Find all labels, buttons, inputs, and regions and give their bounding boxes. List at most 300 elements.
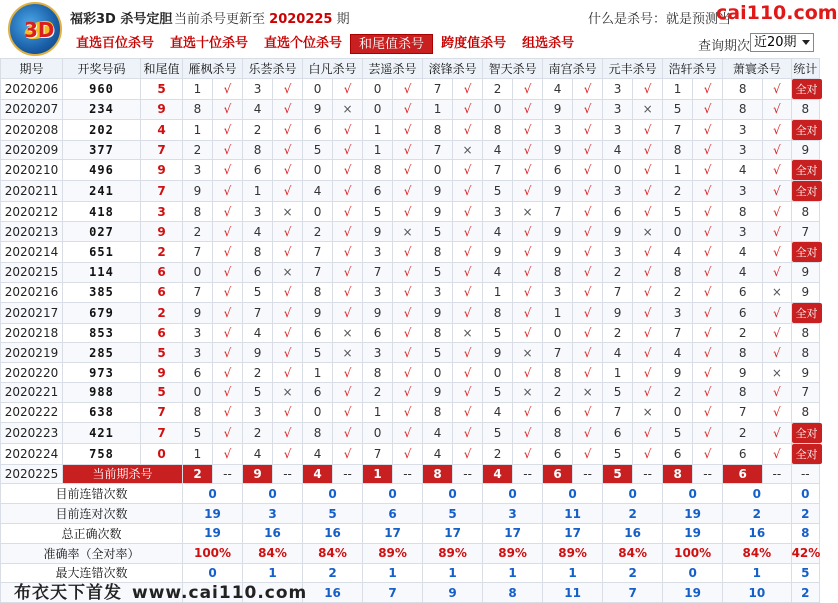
tab-span-kill[interactable]: 跨度值杀号 (441, 36, 507, 51)
table-row (1, 422, 820, 443)
kill-number-cell: 5 (483, 422, 513, 443)
cross-icon: × (763, 282, 791, 302)
check-icon: √ (693, 443, 723, 464)
check-icon: √ (763, 99, 791, 119)
stats-value: 17 (423, 523, 483, 543)
sum-tail-cell: 4 (141, 119, 183, 140)
check-icon: √ (273, 222, 303, 242)
stats-value: 84% (303, 543, 363, 563)
check-icon: √ (393, 302, 423, 323)
kill-number-cell: 4 (723, 262, 763, 282)
kill-number-cell: 8 (423, 241, 453, 262)
check-icon: √ (213, 382, 243, 402)
stats-row (1, 523, 820, 543)
column-header: 萧寰杀号 (723, 59, 791, 79)
period-cell: 2020210 (1, 160, 63, 181)
period-cell: 2020206 (1, 78, 63, 99)
check-icon: √ (393, 160, 423, 181)
check-icon: √ (393, 443, 423, 464)
stat-cell: 9 (791, 282, 819, 302)
check-icon: √ (393, 262, 423, 282)
check-icon: √ (633, 302, 663, 323)
stats-value: 100% (183, 543, 243, 563)
check-icon: √ (693, 363, 723, 383)
table-row (1, 262, 820, 282)
check-icon: √ (693, 262, 723, 282)
kill-number-cell: 3 (603, 78, 633, 99)
kill-number-cell: 5 (303, 343, 333, 363)
stats-value: 2 (723, 504, 791, 524)
kill-number-cell: 2 (543, 382, 573, 402)
stat-cell: 7 (791, 382, 819, 402)
kill-number-cell: 1 (663, 78, 693, 99)
kill-number-cell: 4 (483, 262, 513, 282)
column-header: 元丰杀号 (603, 59, 663, 79)
tab-sum-tail-kill[interactable]: 和尾值杀号 (350, 34, 433, 54)
table-row (1, 443, 820, 464)
current-kill-number: 6 (543, 464, 573, 484)
kill-number-cell: 0 (603, 160, 633, 181)
kill-number-cell: 1 (363, 402, 393, 422)
kill-number-cell: 6 (363, 181, 393, 202)
stats-value: 2 (791, 504, 819, 524)
tab-hundreds-kill[interactable]: 直选百位杀号 (76, 36, 155, 51)
kill-number-cell: 5 (603, 443, 633, 464)
table-row (1, 119, 820, 140)
current-kill-number: 2 (183, 464, 213, 484)
placeholder-dash: -- (693, 464, 723, 484)
kill-number-cell: 9 (543, 241, 573, 262)
check-icon: √ (513, 181, 543, 202)
site-logo-text: cai110.com (716, 2, 838, 24)
sum-tail-cell: 5 (141, 78, 183, 99)
check-icon: √ (453, 402, 483, 422)
stats-value: 16 (723, 523, 791, 543)
period-cell: 2020224 (1, 443, 63, 464)
stats-value: 1 (543, 563, 603, 583)
kill-number-cell: 2 (603, 323, 633, 343)
check-icon: √ (633, 363, 663, 383)
stats-row (1, 484, 820, 504)
winning-number-cell: 421 (63, 422, 141, 443)
stat-cell: 8 (791, 343, 819, 363)
stats-value: 3 (483, 504, 543, 524)
sum-tail-cell: 2 (141, 302, 183, 323)
stats-value: 0 (791, 484, 819, 504)
stats-value: 89% (363, 543, 423, 563)
check-icon: √ (393, 323, 423, 343)
check-icon: √ (453, 222, 483, 242)
kill-number-cell: 3 (363, 343, 393, 363)
check-icon: √ (693, 302, 723, 323)
stats-value: 10 (723, 583, 791, 603)
kill-number-cell: 8 (543, 363, 573, 383)
current-kill-label: 当前期杀号 (63, 464, 183, 484)
check-icon: √ (693, 402, 723, 422)
stats-value: 1 (243, 563, 303, 583)
sum-tail-cell: 9 (141, 222, 183, 242)
kill-number-cell: 4 (423, 443, 453, 464)
check-icon: √ (573, 241, 603, 262)
check-icon: √ (763, 422, 791, 443)
check-icon: √ (273, 402, 303, 422)
check-icon: √ (333, 241, 363, 262)
all-correct-badge: 全对 (792, 160, 822, 180)
current-kill-number: 5 (603, 464, 633, 484)
kill-number-cell: 3 (183, 160, 213, 181)
current-kill-number: 4 (483, 464, 513, 484)
kill-number-cell: 1 (543, 302, 573, 323)
check-icon: √ (573, 160, 603, 181)
kill-number-cell: 6 (303, 119, 333, 140)
period-cell: 2020213 (1, 222, 63, 242)
kill-number-cell: 4 (423, 422, 453, 443)
stats-value: 0 (243, 484, 303, 504)
stats-value: 1 (363, 563, 423, 583)
kill-number-cell: 8 (663, 262, 693, 282)
kill-number-cell: 1 (363, 119, 393, 140)
kill-number-cell: 5 (243, 382, 273, 402)
stat-cell (791, 443, 819, 464)
placeholder-dash: -- (763, 464, 791, 484)
kill-number-cell: 0 (423, 363, 453, 383)
kill-number-cell: 3 (723, 222, 763, 242)
kill-number-cell: 7 (723, 402, 763, 422)
kill-number-cell: 4 (603, 343, 633, 363)
table-row (1, 302, 820, 323)
cross-icon: × (333, 343, 363, 363)
stats-value: 42% (791, 543, 819, 563)
check-icon: √ (693, 160, 723, 181)
all-correct-badge: 全对 (792, 120, 822, 140)
kill-number-cell: 3 (423, 282, 453, 302)
stats-value: 84% (603, 543, 663, 563)
kill-number-cell: 3 (483, 202, 513, 222)
kill-number-cell: 0 (423, 160, 453, 181)
kill-number-cell: 1 (363, 140, 393, 160)
check-icon: √ (213, 443, 243, 464)
check-icon: √ (393, 181, 423, 202)
check-icon: √ (693, 241, 723, 262)
cross-icon: × (513, 382, 543, 402)
check-icon: √ (573, 402, 603, 422)
stats-value: 0 (663, 484, 723, 504)
kill-number-cell: 3 (603, 99, 633, 119)
kill-number-cell: 8 (183, 402, 213, 422)
cross-icon: × (453, 323, 483, 343)
check-icon: √ (393, 282, 423, 302)
check-icon: √ (693, 222, 723, 242)
stat-cell (791, 302, 819, 323)
winning-number-cell: 638 (63, 402, 141, 422)
winning-number-cell: 758 (63, 443, 141, 464)
stats-value: 2 (791, 583, 819, 603)
kill-number-cell: 2 (183, 222, 213, 242)
period-cell: 2020221 (1, 382, 63, 402)
check-icon: √ (213, 343, 243, 363)
kill-number-cell: 7 (363, 443, 393, 464)
stats-value: 19 (183, 523, 243, 543)
period-cell: 2020211 (1, 181, 63, 202)
check-icon: √ (453, 119, 483, 140)
check-icon: √ (693, 422, 723, 443)
check-icon: √ (573, 222, 603, 242)
kill-number-cell: 7 (663, 119, 693, 140)
kill-number-cell: 4 (723, 160, 763, 181)
check-icon: √ (273, 343, 303, 363)
stats-value: 16 (603, 523, 663, 543)
check-icon: √ (573, 140, 603, 160)
all-correct-badge: 全对 (792, 423, 822, 443)
stats-label: 总正确次数 (1, 523, 183, 543)
stat-cell: 8 (791, 402, 819, 422)
kill-number-cell: 4 (663, 343, 693, 363)
stats-value: 5 (423, 504, 483, 524)
what-is-link[interactable]: 什么是杀号：就是预测当 (588, 12, 732, 27)
check-icon: √ (633, 262, 663, 282)
stats-value: 8 (791, 523, 819, 543)
check-icon: √ (513, 99, 543, 119)
stats-value: 16 (303, 523, 363, 543)
stat-cell (791, 119, 819, 140)
sum-tail-cell: 6 (141, 323, 183, 343)
check-icon: √ (273, 363, 303, 383)
sum-tail-cell: 7 (141, 181, 183, 202)
check-icon: √ (453, 181, 483, 202)
kill-number-cell: 9 (603, 302, 633, 323)
winning-number-cell: 988 (63, 382, 141, 402)
kill-number-cell: 2 (663, 382, 693, 402)
table-row (1, 382, 820, 402)
kill-number-cell: 4 (483, 222, 513, 242)
stats-value: 0 (183, 484, 243, 504)
table-header (1, 59, 820, 79)
stat-cell (791, 422, 819, 443)
check-icon: √ (573, 202, 603, 222)
kill-number-cell: 9 (483, 343, 513, 363)
stats-label: 最大连错次数 (1, 563, 183, 583)
check-icon: √ (333, 202, 363, 222)
placeholder-dash: -- (791, 464, 819, 484)
column-header: 乐荟杀号 (243, 59, 303, 79)
check-icon: √ (573, 443, 603, 464)
check-icon: √ (513, 302, 543, 323)
kill-number-cell: 5 (483, 382, 513, 402)
sum-tail-cell: 5 (141, 343, 183, 363)
check-icon: √ (693, 99, 723, 119)
placeholder-dash: -- (453, 464, 483, 484)
table-row (1, 363, 820, 383)
logo-3d-mark: 3D (24, 18, 55, 42)
check-icon: √ (763, 222, 791, 242)
stat-cell: 8 (791, 323, 819, 343)
period-cell: 2020215 (1, 262, 63, 282)
kill-number-cell: 5 (663, 202, 693, 222)
stat-cell: 9 (791, 140, 819, 160)
kill-number-cell: 9 (543, 181, 573, 202)
winning-number-cell: 027 (63, 222, 141, 242)
period-select-value: 近20期 (754, 35, 797, 50)
check-icon: √ (213, 222, 243, 242)
check-icon: √ (513, 262, 543, 282)
kill-number-cell: 6 (543, 402, 573, 422)
check-icon: √ (333, 443, 363, 464)
kill-number-cell: 8 (423, 402, 453, 422)
kill-number-cell: 6 (723, 443, 763, 464)
check-icon: √ (513, 323, 543, 343)
footer-banner (14, 578, 307, 603)
kill-number-cell: 0 (483, 363, 513, 383)
winning-number-cell: 234 (63, 99, 141, 119)
stats-value: 19 (183, 504, 243, 524)
cross-icon: × (453, 140, 483, 160)
column-header: 期号 (1, 59, 63, 79)
stats-value: 19 (663, 583, 723, 603)
kill-number-cell: 7 (303, 241, 333, 262)
stats-value: 3 (243, 504, 303, 524)
check-icon: √ (573, 363, 603, 383)
check-icon: √ (693, 323, 723, 343)
kill-number-cell: 7 (303, 262, 333, 282)
header-row (1, 59, 820, 79)
kill-number-cell: 3 (603, 119, 633, 140)
kill-number-cell: 8 (183, 99, 213, 119)
column-header: 统计 (791, 59, 819, 79)
stats-value: 19 (663, 504, 723, 524)
check-icon: √ (573, 119, 603, 140)
cross-icon: × (333, 99, 363, 119)
tab-units-kill[interactable]: 直选个位杀号 (264, 36, 343, 51)
check-icon: √ (393, 402, 423, 422)
check-icon: √ (513, 222, 543, 242)
kill-table (0, 58, 820, 603)
placeholder-dash: -- (513, 464, 543, 484)
kill-number-cell: 1 (423, 99, 453, 119)
tab-tens-kill[interactable]: 直选十位杀号 (170, 36, 249, 51)
kill-number-cell: 8 (543, 422, 573, 443)
sum-tail-cell: 6 (141, 282, 183, 302)
kill-number-cell: 1 (183, 443, 213, 464)
stats-value: 84% (243, 543, 303, 563)
check-icon: √ (453, 160, 483, 181)
kill-number-cell: 2 (723, 323, 763, 343)
winning-number-cell: 496 (63, 160, 141, 181)
current-kill-number: 8 (663, 464, 693, 484)
kill-number-cell: 8 (483, 119, 513, 140)
check-icon: √ (633, 160, 663, 181)
check-icon: √ (213, 262, 243, 282)
check-icon: √ (333, 363, 363, 383)
placeholder-dash: -- (273, 464, 303, 484)
kill-number-cell: 6 (243, 160, 273, 181)
kill-number-cell: 6 (243, 262, 273, 282)
tab-bar (68, 34, 582, 54)
kill-number-cell: 0 (303, 202, 333, 222)
kill-number-cell: 4 (483, 140, 513, 160)
period-cell: 2020212 (1, 202, 63, 222)
kill-number-cell: 2 (663, 282, 693, 302)
check-icon: √ (633, 78, 663, 99)
kill-number-cell: 3 (663, 302, 693, 323)
stats-value: 2 (303, 563, 363, 583)
stats-label: 准确率（全对率） (1, 543, 183, 563)
stats-row (1, 504, 820, 524)
kill-number-cell: 6 (363, 323, 393, 343)
placeholder-dash: -- (573, 464, 603, 484)
check-icon: √ (333, 181, 363, 202)
current-kill-number: 8 (423, 464, 453, 484)
sum-tail-cell: 2 (141, 241, 183, 262)
check-icon: √ (213, 140, 243, 160)
stat-cell (791, 160, 819, 181)
sum-tail-cell: 9 (141, 363, 183, 383)
kill-number-cell: 3 (183, 323, 213, 343)
kill-number-cell: 9 (363, 302, 393, 323)
kill-number-cell: 9 (303, 302, 333, 323)
stats-value: 7 (363, 583, 423, 603)
check-icon: √ (763, 140, 791, 160)
sum-tail-cell: 0 (141, 443, 183, 464)
period-cell: 2020218 (1, 323, 63, 343)
sum-tail-cell: 7 (141, 140, 183, 160)
check-icon: √ (453, 302, 483, 323)
kill-number-cell: 5 (423, 343, 453, 363)
check-icon: √ (393, 422, 423, 443)
check-icon: √ (213, 363, 243, 383)
check-icon: √ (633, 202, 663, 222)
check-icon: √ (763, 443, 791, 464)
winning-number-cell: 202 (63, 119, 141, 140)
kill-number-cell: 4 (663, 241, 693, 262)
column-header: 和尾值 (141, 59, 183, 79)
kill-number-cell: 5 (243, 282, 273, 302)
kill-number-cell: 8 (723, 343, 763, 363)
period-select[interactable] (750, 33, 814, 52)
stats-label: 目前连错次数 (1, 484, 183, 504)
winning-number-cell: 377 (63, 140, 141, 160)
kill-number-cell: 7 (183, 282, 213, 302)
check-icon: √ (393, 343, 423, 363)
table-row (1, 99, 820, 119)
stats-value: 1 (723, 563, 791, 583)
check-icon: √ (213, 323, 243, 343)
period-cell: 2020223 (1, 422, 63, 443)
stat-cell (791, 181, 819, 202)
tab-group-kill[interactable]: 组选杀号 (522, 36, 575, 51)
period-cell: 2020216 (1, 282, 63, 302)
stats-value: 0 (423, 484, 483, 504)
check-icon: √ (513, 140, 543, 160)
kill-number-cell: 9 (543, 222, 573, 242)
kill-number-cell: 7 (423, 140, 453, 160)
check-icon: √ (273, 241, 303, 262)
kill-number-cell: 8 (423, 323, 453, 343)
check-icon: √ (333, 160, 363, 181)
check-icon: √ (213, 422, 243, 443)
check-icon: √ (513, 160, 543, 181)
kill-number-cell: 1 (663, 160, 693, 181)
kill-number-cell: 8 (363, 363, 393, 383)
current-kill-number: 4 (303, 464, 333, 484)
stats-value: 0 (483, 484, 543, 504)
stat-cell: 9 (791, 262, 819, 282)
chevron-down-icon (802, 40, 810, 45)
stats-value: 19 (663, 523, 723, 543)
kill-number-cell: 5 (183, 422, 213, 443)
kill-number-cell: 7 (663, 323, 693, 343)
check-icon: √ (513, 78, 543, 99)
check-icon: √ (453, 382, 483, 402)
